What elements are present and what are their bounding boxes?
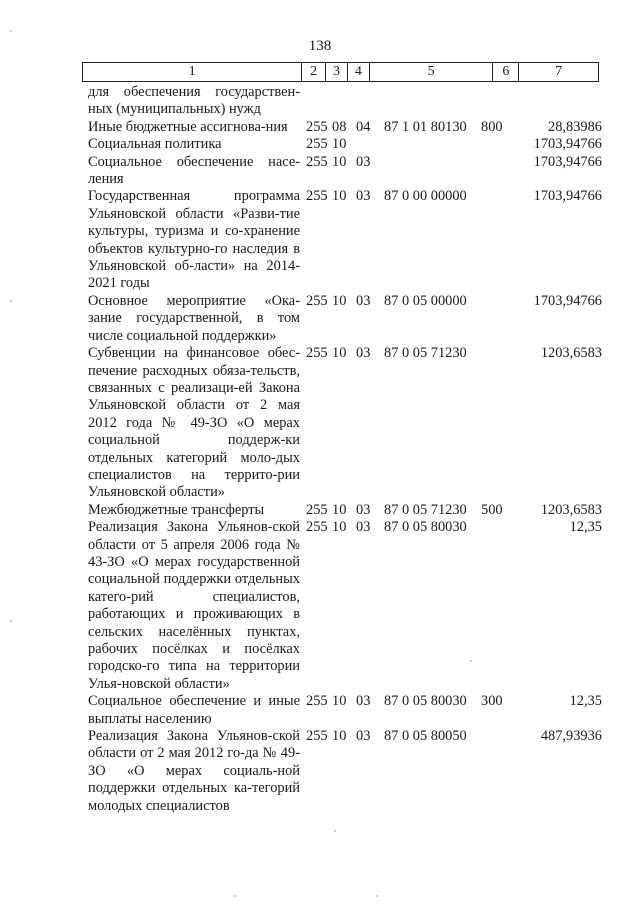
table-row — [88, 84, 600, 119]
table-header — [82, 62, 599, 82]
table-row — [88, 502, 600, 519]
cell-amount: 1703,94766 — [533, 153, 602, 170]
table-row — [88, 293, 600, 345]
cell-subsection: 03 — [356, 292, 371, 309]
header-col-6: 6 — [493, 63, 519, 81]
cell-section: 10 — [332, 519, 347, 536]
cell-ministry: 255 — [306, 728, 328, 745]
row-name: Реализация Закона Ульянов-ской области от 5 апреля 2006 года № 43-ЗО «О мерах государственной социальной поддержки отдельных катего-рий специалистов, работающих и проживающих в сельских населённых пунктах, рабочих посёлках и посёлках городско-го типа на территории Улья-новской области» — [88, 519, 300, 692]
header-col-2: 2 — [302, 63, 326, 81]
cell-ministry: 255 — [306, 519, 328, 536]
cell-target-article: 87 1 01 80130 — [384, 118, 467, 135]
row-name: Государственная программа Ульяновской области «Разви-тие культуры, туризма и со-хранение объектов культурно-го наследия в Ульяновской об-ласти» на 2014-2021 годы — [88, 188, 300, 292]
cell-amount: 487,93936 — [540, 728, 602, 745]
cell-subsection: 03 — [356, 693, 371, 710]
scan-speck — [10, 30, 12, 32]
scan-speck — [234, 895, 236, 897]
table-row — [88, 136, 600, 153]
cell-section: 10 — [332, 501, 347, 518]
cell-amount: 1703,94766 — [533, 136, 602, 153]
table-row — [88, 693, 600, 728]
cell-amount: 1703,94766 — [533, 292, 602, 309]
cell-target-article: 87 0 05 71230 — [384, 345, 467, 362]
cell-section: 10 — [332, 728, 347, 745]
table-body — [88, 84, 600, 815]
cell-ministry: 255 — [306, 292, 328, 309]
cell-ministry: 255 — [306, 153, 328, 170]
row-name: для обеспечения государствен-ных (муниципальных) нужд — [88, 84, 300, 118]
row-name: Межбюджетные трансферты — [88, 501, 265, 518]
row-name: Основное мероприятие «Ока-зание государственной, в том числе социальной поддержки» — [88, 292, 300, 344]
cell-subsection: 03 — [356, 501, 371, 518]
scan-speck — [10, 300, 12, 302]
table-row — [88, 519, 600, 693]
row-name: Субвенции на финансовое обес-печение расходных обяза-тельств, связанных с реализаци-ей Закона Ульяновской области от 2 мая 2012 года № 49-ЗО «О мерах социальной поддерж-ки отдельных категорий моло-дых специалистов на террито-рии Ульяновской области» — [88, 345, 300, 501]
scan-speck — [470, 660, 472, 662]
scan-speck — [376, 895, 378, 897]
cell-section: 10 — [332, 153, 347, 170]
scan-speck — [334, 830, 336, 832]
row-name: Иные бюджетные ассигнова-ния — [88, 118, 288, 135]
cell-expense-type: 800 — [481, 118, 503, 135]
cell-subsection: 03 — [356, 153, 371, 170]
cell-amount: 12,35 — [569, 693, 602, 710]
cell-ministry: 255 — [306, 345, 328, 362]
cell-ministry: 255 — [306, 136, 328, 153]
table-row — [88, 154, 600, 189]
cell-ministry: 255 — [306, 501, 328, 518]
cell-section: 10 — [332, 136, 347, 153]
cell-ministry: 255 — [306, 188, 328, 205]
cell-ministry: 255 — [306, 118, 328, 135]
table-row — [88, 345, 600, 502]
table-row — [88, 728, 600, 815]
row-name: Реализация Закона Ульянов-ской области от 2 мая 2012 го-да № 49-ЗО «О мерах социаль-ной поддержки отдельных ка-тегорий молодых специалистов — [88, 728, 300, 814]
cell-target-article: 87 0 05 80030 — [384, 519, 467, 536]
cell-target-article: 87 0 00 00000 — [384, 188, 467, 205]
table-row — [88, 188, 600, 292]
cell-amount: 28,83986 — [548, 118, 602, 135]
cell-amount: 1203,6583 — [540, 501, 602, 518]
header-col-1: 1 — [83, 63, 302, 81]
cell-section: 10 — [332, 188, 347, 205]
row-name: Социальная политика — [88, 136, 222, 153]
cell-subsection: 03 — [356, 519, 371, 536]
cell-subsection: 04 — [356, 118, 371, 135]
page-number: 138 — [308, 38, 332, 54]
cell-section: 08 — [332, 118, 347, 135]
header-col-3: 3 — [326, 63, 348, 81]
header-col-5: 5 — [370, 63, 494, 81]
cell-target-article: 87 0 05 71230 — [384, 501, 467, 518]
row-name: Социальное обеспечение насе-ления — [88, 153, 300, 188]
table-row — [88, 119, 600, 136]
header-col-4: 4 — [348, 63, 370, 81]
header-col-7: 7 — [555, 64, 563, 79]
cell-target-article: 87 0 05 80030 — [384, 693, 467, 710]
cell-section: 10 — [332, 292, 347, 309]
cell-target-article: 87 0 05 80050 — [384, 728, 467, 745]
cell-subsection: 03 — [356, 728, 371, 745]
cell-section: 10 — [332, 693, 347, 710]
cell-expense-type: 300 — [481, 693, 503, 710]
row-name: Социальное обеспечение и иные выплаты населению — [88, 693, 300, 727]
scan-speck — [10, 620, 12, 622]
cell-subsection: 03 — [356, 188, 371, 205]
cell-target-article: 87 0 05 00000 — [384, 292, 467, 309]
cell-amount: 1703,94766 — [533, 188, 602, 205]
cell-expense-type: 500 — [481, 501, 503, 518]
cell-section: 10 — [332, 345, 347, 362]
cell-ministry: 255 — [306, 693, 328, 710]
cell-amount: 1203,6583 — [540, 345, 602, 362]
cell-amount: 12,35 — [569, 519, 602, 536]
cell-subsection: 03 — [356, 345, 371, 362]
